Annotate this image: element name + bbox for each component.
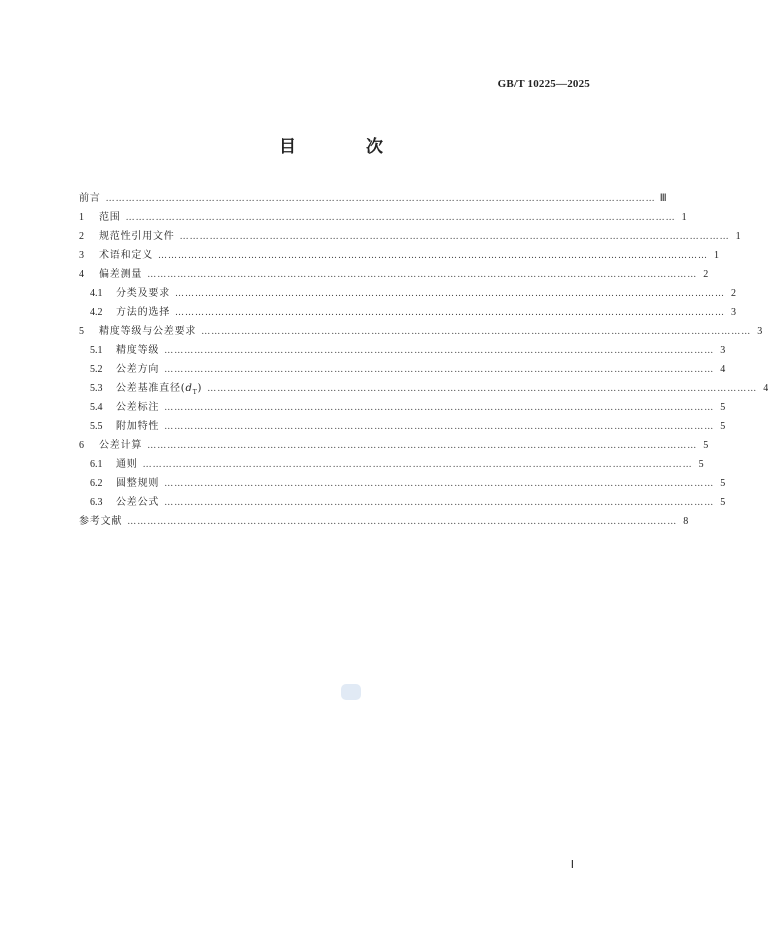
toc-entry-page: 5 — [698, 459, 704, 470]
toc-entry-number: 4.1 — [90, 288, 103, 299]
toc-leader-dots: ………………………………………………………………………………………………………………………………………………… — [164, 365, 715, 375]
toc-entry[interactable] — [79, 322, 763, 341]
toc-entry-label: 通则 — [116, 459, 138, 470]
toc-entry-number: 6.1 — [90, 459, 103, 470]
watermark-logo-icon — [341, 684, 361, 700]
toc-entry[interactable] — [79, 303, 736, 322]
toc-entry-page: 3 — [731, 307, 736, 318]
standard-code: GB/T 10225—2025 — [497, 78, 590, 90]
toc-leader-dots: ………………………………………………………………………………………………………………………………………………… — [125, 213, 676, 223]
toc-entry-page: 5 — [720, 478, 726, 489]
toc-entry[interactable] — [79, 436, 709, 455]
toc-entry[interactable] — [79, 398, 726, 417]
toc-entry-page: 5 — [720, 421, 726, 432]
toc-entry-page: 1 — [681, 212, 687, 223]
toc-entry[interactable] — [79, 417, 726, 436]
toc-entry-label: 公差基准直径$(d_T)$ — [116, 383, 203, 396]
toc-entry[interactable] — [79, 246, 719, 265]
toc-entry-number: 3 — [79, 250, 84, 261]
toc-entry[interactable] — [79, 379, 768, 398]
toc-entry-label: 分类及要求 — [116, 288, 170, 299]
footer-page-number: Ⅰ — [570, 859, 574, 871]
toc-entry[interactable] — [79, 227, 741, 246]
toc-entry[interactable] — [79, 341, 726, 360]
toc-entry[interactable] — [79, 455, 704, 474]
toc-entry-label: 公差计算 — [99, 440, 143, 451]
toc-entry-page: 4 — [763, 383, 768, 394]
toc-entry-page: Ⅲ — [659, 193, 667, 204]
toc-entry-subscript: T — [192, 389, 198, 396]
toc-leader-dots: ………………………………………………………………………………………………………………………………………………… — [207, 384, 758, 394]
toc-entry-page: 1 — [714, 250, 719, 261]
toc-entry[interactable] — [79, 360, 726, 379]
toc-entry-label: 精度等级与公差要求 — [99, 326, 197, 337]
toc-entry-page: 1 — [735, 231, 741, 242]
toc-entry-page: 5 — [720, 497, 726, 508]
toc-entry-number: 2 — [79, 231, 84, 242]
toc-leader-dots: ………………………………………………………………………………………………………………………………………………… — [164, 403, 715, 413]
toc-entry-page: 8 — [683, 516, 689, 527]
toc-entry-page: 2 — [703, 269, 709, 280]
toc-entry-variable: d — [185, 383, 193, 394]
toc-entry-label: 规范性引用文件 — [99, 231, 175, 242]
toc-entry[interactable] — [79, 512, 689, 531]
toc-entry-number: 5.1 — [90, 345, 103, 356]
page-title: 目 次 — [279, 137, 415, 157]
toc-entry-page: 3 — [720, 345, 726, 356]
toc-entry[interactable] — [79, 189, 667, 208]
toc-leader-dots: ………………………………………………………………………………………………………………………………………………… — [147, 441, 698, 451]
toc-entry[interactable] — [79, 474, 726, 493]
toc-entry-number: 5.5 — [90, 421, 103, 432]
toc-leader-dots: ………………………………………………………………………………………………………………………………………………… — [147, 270, 698, 280]
toc-entry-page: 2 — [731, 288, 736, 299]
toc-leader-dots: ………………………………………………………………………………………………………………………………………………… — [164, 346, 715, 356]
toc-entry-number: 5 — [79, 326, 84, 337]
toc-leader-dots: ………………………………………………………………………………………………………………………………………………… — [164, 422, 715, 432]
toc-entry-label: 术语和定义 — [99, 250, 153, 261]
toc-leader-dots: ………………………………………………………………………………………………………………………………………………… — [127, 517, 678, 527]
toc-entry-label: 精度等级 — [116, 345, 160, 356]
toc-entry-page: 5 — [703, 440, 709, 451]
toc-entry-label: 公差方向 — [116, 364, 160, 375]
toc-leader-dots: ………………………………………………………………………………………………………………………………………………… — [201, 327, 752, 337]
toc-entry-number: 5.4 — [90, 402, 103, 413]
toc-entry-label: 方法的选择 — [116, 307, 170, 318]
toc-entry-number: 6.2 — [90, 478, 103, 489]
toc-entry-number: 1 — [79, 212, 84, 223]
toc-leader-dots: ………………………………………………………………………………………………………………………………………………… — [164, 498, 715, 508]
toc-leader-dots: ………………………………………………………………………………………………………………………………………………… — [179, 232, 730, 242]
toc-entry-label: 附加特性 — [116, 421, 160, 432]
toc-entry-label: 偏差测量 — [99, 269, 143, 280]
toc-entry-page: 4 — [720, 364, 726, 375]
toc-entry-label: 前言 — [79, 193, 101, 204]
toc-leader-dots: ………………………………………………………………………………………………………………………………………………… — [164, 479, 715, 489]
toc-entry[interactable] — [79, 284, 736, 303]
toc-entry-page: 5 — [720, 402, 726, 413]
toc-entry-number: 4 — [79, 269, 84, 280]
toc-entry-label: 范围 — [99, 212, 121, 223]
toc-leader-dots: ………………………………………………………………………………………………………………………………………………… — [142, 460, 693, 470]
toc-entry[interactable] — [79, 265, 709, 284]
toc-leader-dots: ………………………………………………………………………………………………………………………………………………… — [175, 289, 725, 299]
toc-leader-dots: ………………………………………………………………………………………………………………………………………………… — [175, 308, 725, 318]
toc-entry-number: 5.2 — [90, 364, 103, 375]
toc-leader-dots: ………………………………………………………………………………………………………………………………………………… — [158, 251, 708, 261]
toc-entry-number: 4.2 — [90, 307, 103, 318]
toc-entry-label: 公差标注 — [116, 402, 160, 413]
table-of-contents — [79, 189, 768, 531]
toc-entry-label: 参考文献 — [79, 516, 123, 527]
toc-entry-number: 6.3 — [90, 497, 103, 508]
toc-entry-page: 3 — [757, 326, 763, 337]
toc-entry-label: 公差公式 — [116, 497, 160, 508]
toc-entry[interactable] — [79, 208, 687, 227]
toc-entry-label: 圆整规则 — [116, 478, 160, 489]
toc-entry-number: 5.3 — [90, 383, 103, 394]
toc-leader-dots: ………………………………………………………………………………………………………………………………………………… — [105, 194, 656, 204]
toc-entry[interactable] — [79, 493, 726, 512]
toc-entry-number: 6 — [79, 440, 84, 451]
